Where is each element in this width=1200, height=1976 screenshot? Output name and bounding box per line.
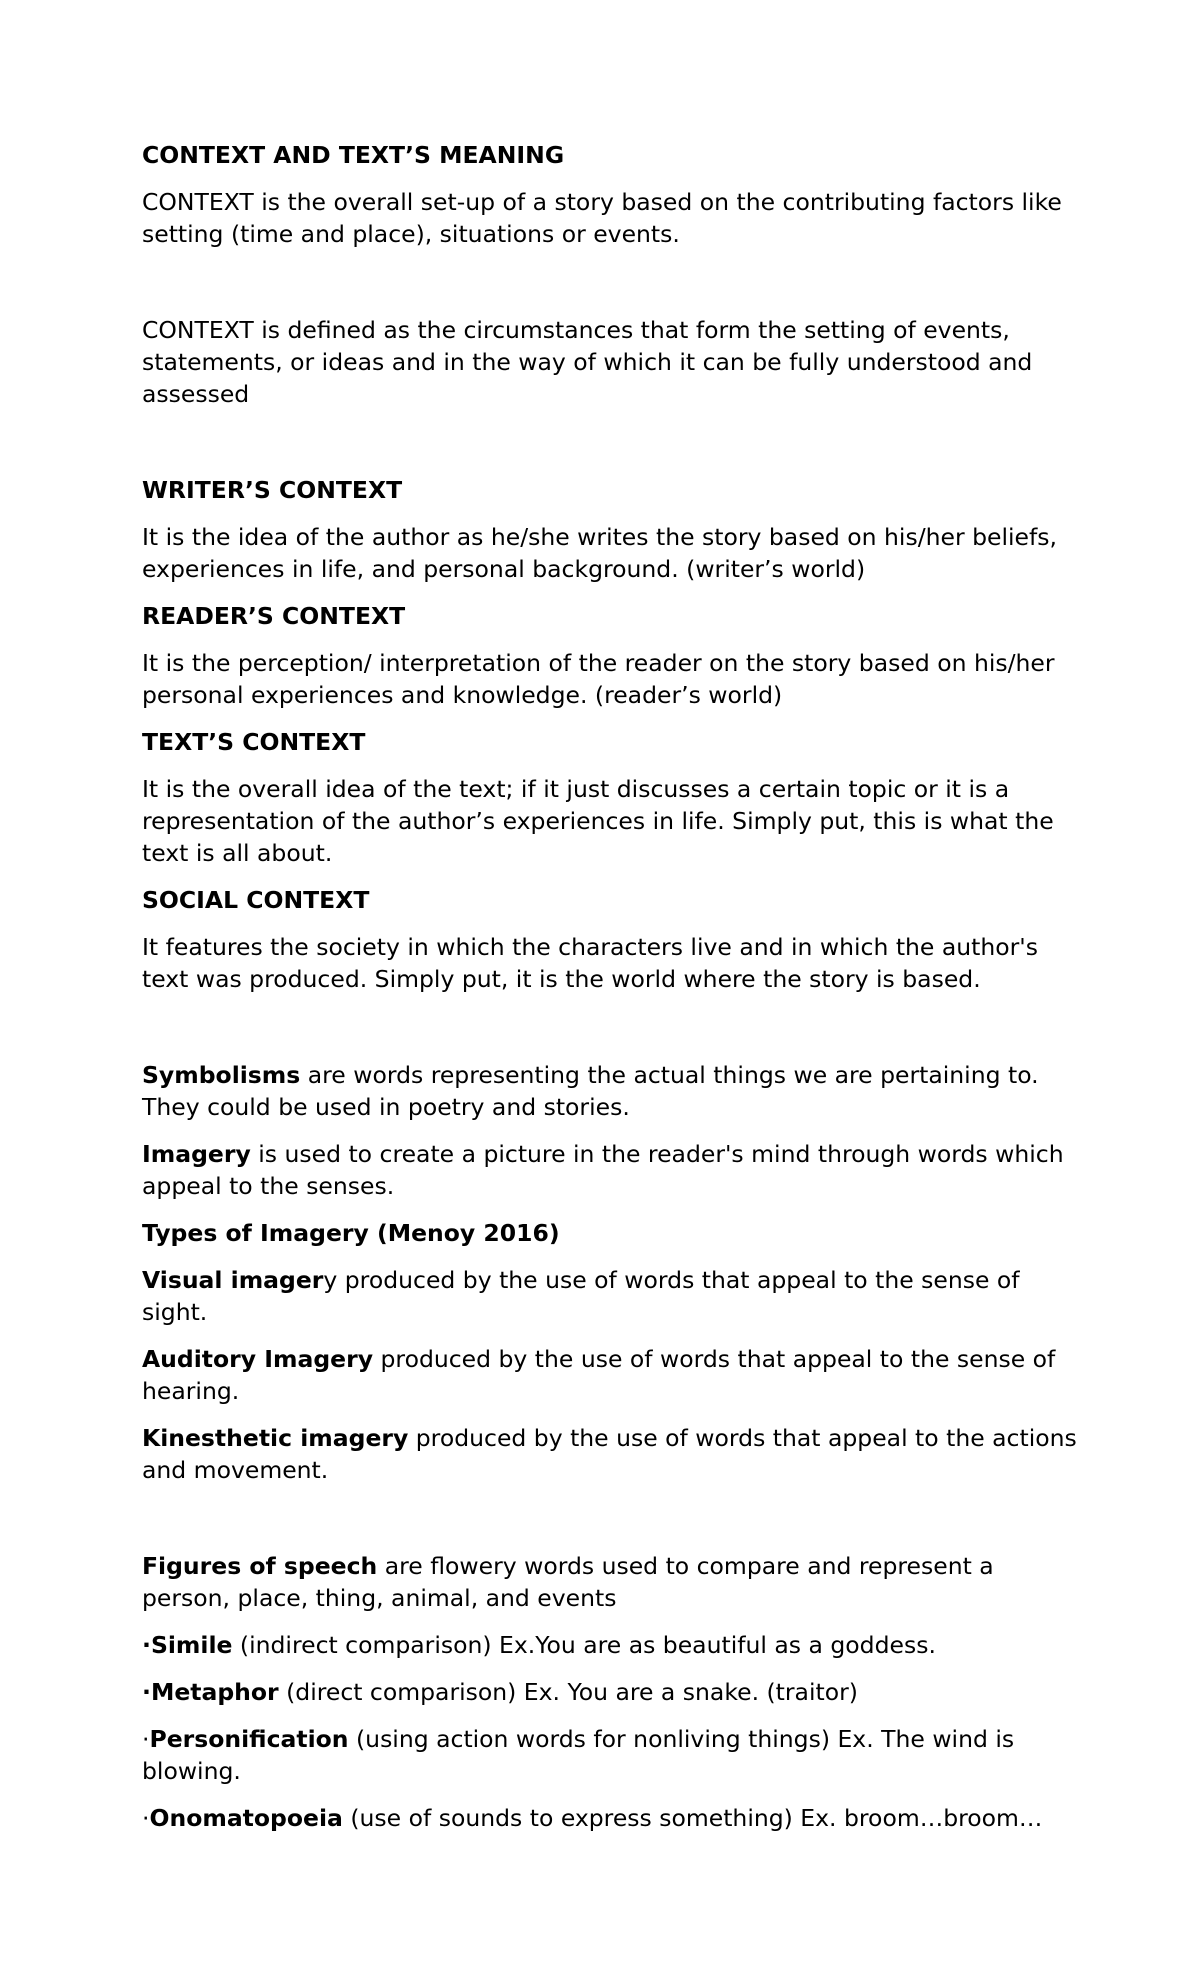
simile-bullet: ·: [142, 1631, 151, 1659]
texts-context-heading: TEXT’S CONTEXT: [142, 728, 366, 756]
imagery-text: is used to create a picture in the reader's mind through words which appeal to the senses.: [142, 1140, 1064, 1200]
onomatopoeia-bullet: ·: [142, 1804, 150, 1832]
onomatopoeia-term: Onomatopoeia: [149, 1804, 343, 1832]
imagery-types-heading: Types of Imagery (Menoy 2016): [142, 1219, 560, 1247]
document-body: [142, 139, 1082, 1834]
imagery-term: Imagery: [142, 1140, 251, 1168]
symbolisms-term: Symbolisms: [142, 1061, 301, 1089]
auditory-imagery-text: produced by the use of words that appeal to the sense of hearing.: [142, 1345, 1056, 1405]
imagery-paragraph: [142, 1138, 1082, 1202]
onomatopoeia-item: [142, 1802, 1082, 1834]
simile-term: Simile: [150, 1631, 233, 1659]
simile-item: [142, 1629, 1082, 1661]
metaphor-item: [142, 1676, 1082, 1708]
figures-of-speech-paragraph: [142, 1550, 1082, 1614]
figures-of-speech-term: Figures of speech: [142, 1552, 378, 1580]
symbolisms-text: are words representing the actual things we are pertaining to. They could be used in poetry and stories.: [142, 1061, 1039, 1121]
writers-context-body: It is the idea of the author as he/she writes the story based on his/her beliefs, experiences in life, and personal background. (writer’s world): [142, 523, 1057, 583]
readers-context-body: It is the perception/ interpretation of the reader on the story based on his/her personal experiences and knowledge. (reader’s world): [142, 649, 1055, 709]
symbolisms-paragraph: [142, 1059, 1082, 1123]
metaphor-text: (direct comparison) Ex. You are a snake. (traitor): [278, 1678, 858, 1706]
personification-bullet: ·: [142, 1725, 150, 1753]
readers-context-heading: READER’S CONTEXT: [142, 602, 406, 630]
context-definition-2: CONTEXT is defined as the circumstances that form the setting of events, statements, or ideas and in the way of which it can be fully understood and assessed: [142, 316, 1033, 408]
visual-imagery-term: Visual imager: [142, 1266, 324, 1294]
metaphor-bullet: ·: [142, 1678, 151, 1706]
social-context-body: It features the society in which the characters live and in which the author's text was produced. Simply put, it is the world where the story is based.: [142, 933, 1039, 993]
social-context-heading: SOCIAL CONTEXT: [142, 886, 370, 914]
kinesthetic-imagery-text: produced by the use of words that appeal to the actions and movement.: [142, 1424, 1077, 1484]
kinesthetic-imagery-paragraph: [142, 1422, 1082, 1486]
writers-context-heading: WRITER’S CONTEXT: [142, 476, 403, 504]
metaphor-term: Metaphor: [150, 1678, 279, 1706]
personification-item: [142, 1723, 1082, 1787]
context-definition-1: CONTEXT is the overall set-up of a story based on the contributing factors like setting (time and place), situations or events.: [142, 188, 1062, 248]
kinesthetic-imagery-term: Kinesthetic imagery: [142, 1424, 409, 1452]
page-title: CONTEXT AND TEXT’S MEANING: [142, 141, 565, 169]
auditory-imagery-paragraph: [142, 1343, 1082, 1407]
visual-imagery-paragraph: [142, 1264, 1082, 1328]
simile-text: (indirect comparison) Ex.You are as beautiful as a goddess.: [232, 1631, 936, 1659]
personification-term: Personification: [149, 1725, 349, 1753]
visual-imagery-text: y produced by the use of words that appeal to the sense of sight.: [142, 1266, 1020, 1326]
texts-context-body: It is the overall idea of the text; if it just discusses a certain topic or it is a representation of the author’s experiences in life. Simply put, this is what the text is all about.: [142, 775, 1054, 867]
auditory-imagery-term: Auditory Imagery: [142, 1345, 374, 1373]
personification-text: (using action words for nonliving things) Ex. The wind is blowing.: [142, 1725, 1015, 1785]
onomatopoeia-text: (use of sounds to express something) Ex. broom…broom…: [342, 1804, 1043, 1832]
figures-of-speech-text: are flowery words used to compare and represent a person, place, thing, animal, and events: [142, 1552, 994, 1612]
